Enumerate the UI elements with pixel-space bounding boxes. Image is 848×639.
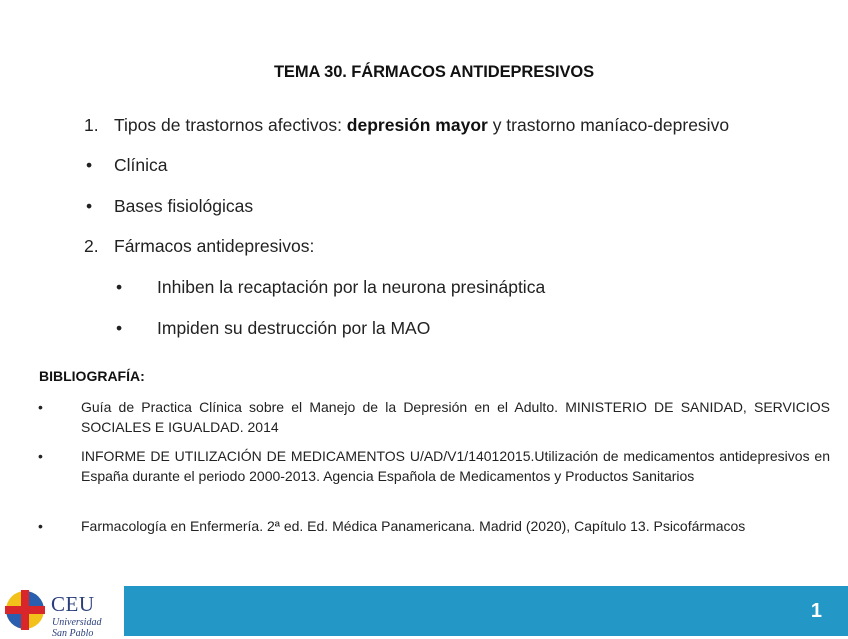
topic-marker: 2. [84, 236, 99, 256]
slide-title: TEMA 30. FÁRMACOS ANTIDEPRESIVOS [273, 63, 595, 81]
topic-text: Bases fisiológicas [114, 196, 254, 216]
topic-text: Inhiben la recaptación por la neurona presináptica [157, 277, 546, 297]
footer-bar [124, 586, 848, 636]
topic-marker: 1. [84, 115, 99, 135]
bibliography-item [38, 446, 830, 486]
logo-subtitle: Universidad [52, 617, 102, 628]
bibliography-bullet: • [38, 448, 43, 464]
bibliography-item [38, 397, 830, 437]
topic-marker: • [116, 277, 123, 297]
bibliography-heading: BIBLIOGRAFÍA: [39, 368, 145, 384]
page-number: 1 [810, 600, 822, 622]
topic-text-part: Tipos de trastornos afectivos: [114, 115, 347, 135]
topic-marker: • [86, 155, 93, 175]
logo-subtitle: San Pablo [52, 628, 94, 639]
logo-brand-text: CEU [51, 592, 95, 616]
bibliography-text: Guía de Practica Clínica sobre el Manejo de la Depresión en el Adulto. MINISTERIO DE SANIDAD, SERVICIOS SOCIALES E IGUALDAD. 2014 [81, 399, 830, 435]
topic-marker: • [116, 318, 123, 338]
bibliography-item [38, 516, 830, 536]
bibliography-bullet: • [38, 518, 43, 534]
topic-text: Impiden su destrucción por la MAO [157, 318, 431, 338]
topic-text: Clínica [114, 155, 168, 175]
bibliography-bullet: • [38, 399, 43, 415]
topic-bold-term: depresión mayor [346, 115, 488, 135]
topic-text-part: y trastorno maníaco-depresivo [487, 115, 730, 135]
bibliography-text: INFORME DE UTILIZACIÓN DE MEDICAMENTOS U/AD/V1/14012015.Utilización de medicamentos antidepresivos en España durante el periodo 2000-2013. Agencia Española de Medicamentos y Productos Sanitarios [81, 448, 830, 484]
ceu-cross-logo-icon [3, 588, 47, 632]
bibliography-text: Farmacología en Enfermería. 2ª ed. Ed. Médica Panamericana. Madrid (2020), Capítulo 13. Psicofármacos [81, 518, 746, 534]
topic-marker: • [86, 196, 93, 216]
topic-text: Fármacos antidepresivos: [114, 236, 315, 256]
topic-text [114, 115, 729, 136]
ceu-logo [0, 586, 124, 639]
